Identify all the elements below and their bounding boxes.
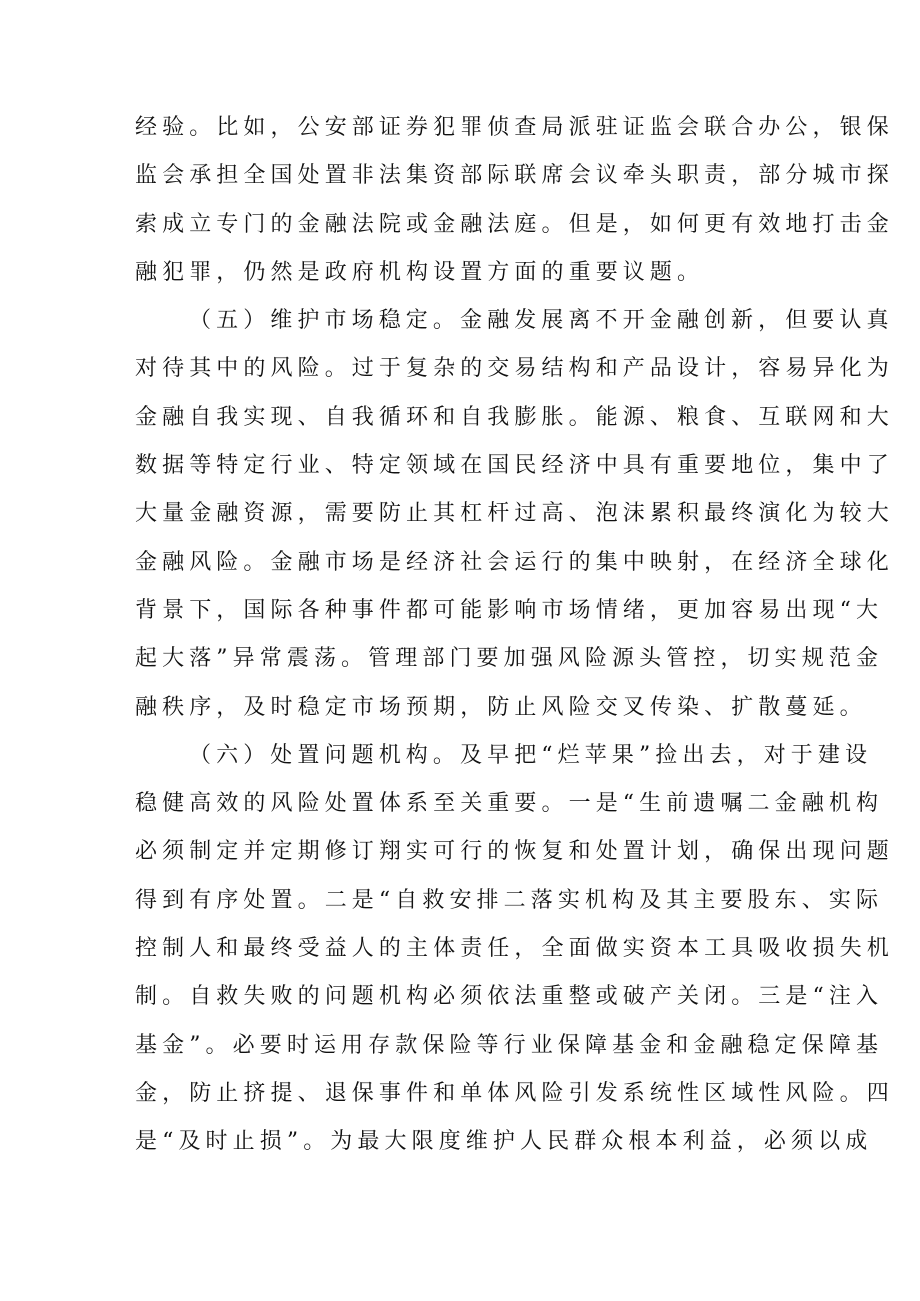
text-line: 是“及时止损”。为最大限度维护人民群众根本利益，必须以成 bbox=[135, 1129, 873, 1155]
text-line: 起大落”异常震荡。管理部门要加强风险源头管控，切实规范金 bbox=[135, 646, 884, 672]
text-line: 经验。比如，公安部证券犯罪侦查局派驻证监会联合办公，银保 bbox=[135, 115, 894, 140]
text-line: 金，防止挤提、退保事件和单体风险引发系统性区域性风险。四 bbox=[135, 1080, 894, 1106]
text-line: 融秩序，及时稳定市场预期，防止风险交叉传染、扩散蔓延。 bbox=[135, 694, 867, 720]
text-line: 制。自救失败的问题机构必须依法重整或破产关闭。三是“注入 bbox=[135, 984, 884, 1010]
text-line: 金融自我实现、自我循环和自我膨胀。能源、粮食、互联网和大 bbox=[135, 404, 894, 430]
text-line: 金融风险。金融市场是经济社会运行的集中映射，在经济全球化 bbox=[135, 549, 894, 575]
text-line: 背景下，国际各种事件都可能影响市场情绪，更加容易出现“大 bbox=[135, 597, 884, 623]
paragraph-heading-line-six: （六）处置问题机构。及早把“烂苹果”捡出去，对于建设 bbox=[189, 742, 873, 768]
text-line: 必须制定并定期修订翔实可行的恢复和处置计划，确保出现问题 bbox=[135, 839, 894, 865]
text-line: 融犯罪，仍然是政府机构设置方面的重要议题。 bbox=[135, 259, 705, 285]
text-line: 稳健高效的风险处置体系至关重要。一是“生前遗嘱二金融机构 bbox=[135, 791, 884, 817]
document-page bbox=[135, 104, 894, 1167]
text-line: 数据等特定行业、特定领域在国民经济中具有重要地位，集中了 bbox=[135, 453, 894, 479]
text-line: 控制人和最终受益人的主体责任，全面做实资本工具吸收损失机 bbox=[135, 936, 894, 962]
text-line: 大量金融资源，需要防止其杠杆过高、泡沫累积最终演化为较大 bbox=[135, 501, 894, 527]
text-line: 索成立专门的金融法院或金融法庭。但是，如何更有效地打击金 bbox=[135, 211, 894, 237]
text-line: 得到有序处置。二是“自救安排二落实机构及其主要股东、实际 bbox=[135, 887, 884, 913]
text-line: 监会承担全国处置非法集资部际联席会议牵头职责，部分城市探 bbox=[135, 163, 894, 189]
text-line: 对待其中的风险。过于复杂的交易结构和产品设计，容易异化为 bbox=[135, 356, 894, 382]
paragraph-heading-line-five: （五）维护市场稳定。金融发展离不开金融创新，但要认真 bbox=[189, 308, 894, 334]
text-line: 基金”。必要时运用存款保险等行业保障基金和金融稳定保障基 bbox=[135, 1032, 884, 1058]
